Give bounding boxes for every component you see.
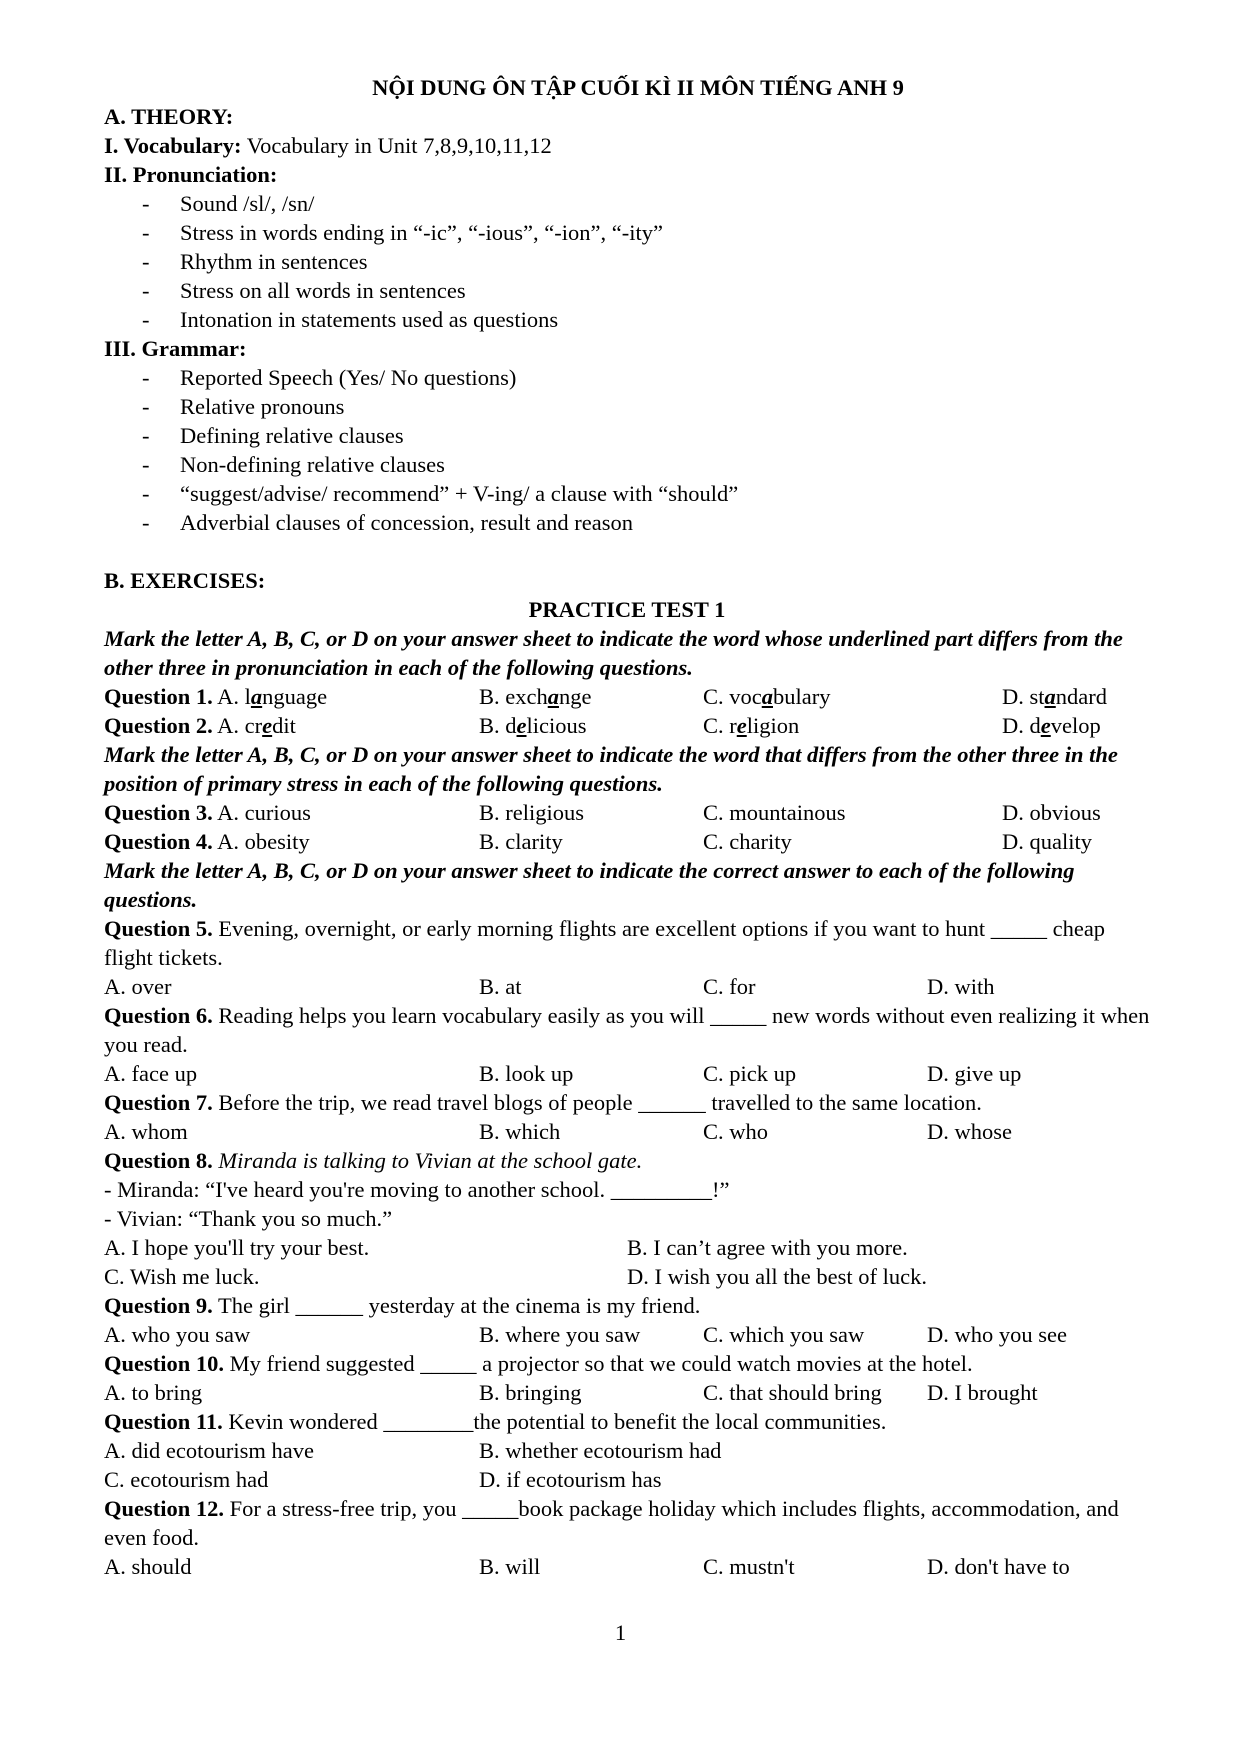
question-8: Question 8. Miranda is talking to Vivian at the school gate. xyxy=(104,1148,643,1173)
list-item: - Defining relative clauses xyxy=(142,423,404,448)
list-item: - Relative pronouns xyxy=(142,394,345,419)
question-8-options: A. I hope you'll try your best. B. I can’t agree with you more. xyxy=(104,1235,908,1260)
document-content xyxy=(104,73,1150,1581)
question-6: Question 6. Reading helps you learn vocabulary easily as you will _____ new words without even realizing it when you read. xyxy=(104,1003,1150,1057)
dialogue-line: - Vivian: “Thank you so much.” xyxy=(104,1206,393,1231)
question-4: Question 4. A. obesity B. clarity C. charity D. quality xyxy=(104,829,1092,854)
instruction-correct-answer: Mark the letter A, B, C, or D on your answer sheet to indicate the correct answer to each of the following questions. xyxy=(104,858,1075,912)
question-5: Question 5. Evening, overnight, or early morning flights are excellent options if you want to hunt _____ cheap flight tickets. xyxy=(104,916,1106,970)
list-item: - “suggest/advise/ recommend” + V-ing/ a clause with “should” xyxy=(142,481,739,506)
list-item: - Adverbial clauses of concession, result and reason xyxy=(142,510,633,535)
question-11: Question 11. Kevin wondered ________the potential to benefit the local communities. xyxy=(104,1409,887,1434)
instruction-pronunciation: Mark the letter A, B, C, or D on your answer sheet to indicate the word whose underlined part differs from the other three in pronunciation in each of the following questions. xyxy=(104,626,1123,680)
question-9-options: A. who you saw B. where you saw C. which you saw D. who you see xyxy=(104,1322,1067,1347)
question-7: Question 7. Before the trip, we read travel blogs of people ______ travelled to the same location. xyxy=(104,1090,982,1115)
question-9: Question 9. The girl ______ yesterday at the cinema is my friend. xyxy=(104,1293,701,1318)
list-item: - Sound /sl/, /sn/ xyxy=(142,191,315,216)
question-7-options: A. whom B. which C. who D. whose xyxy=(104,1119,1012,1144)
question-1: Question 1. A. language B. exchange C. vocabulary D. standard xyxy=(104,684,1107,709)
question-5-options: A. over B. at C. for D. with xyxy=(104,974,995,999)
theory-heading: A. THEORY: xyxy=(104,104,234,129)
question-11-options: A. did ecotourism have B. whether ecotourism had xyxy=(104,1438,722,1463)
list-item: - Intonation in statements used as questions xyxy=(142,307,559,332)
spacer xyxy=(104,537,1150,566)
question-10: Question 10. My friend suggested _____ a projector so that we could watch movies at the hotel. xyxy=(104,1351,973,1376)
list-item: - Reported Speech (Yes/ No questions) xyxy=(142,365,517,390)
practice-test-title: PRACTICE TEST 1 xyxy=(528,597,726,622)
list-item: - Non-defining relative clauses xyxy=(142,452,445,477)
question-3: Question 3. A. curious B. religious C. mountainous D. obvious xyxy=(104,800,1101,825)
instruction-stress: Mark the letter A, B, C, or D on your answer sheet to indicate the word that differs from the other three in the position of primary stress in each of the following questions. xyxy=(104,742,1118,796)
question-12: Question 12. For a stress-free trip, you _____book package holiday which includes flights, accommodation, and even food. xyxy=(104,1496,1119,1550)
question-8-options: C. Wish me luck. D. I wish you all the best of luck. xyxy=(104,1264,927,1289)
question-12-options: A. should B. will C. mustn't D. don't have to xyxy=(104,1554,1070,1579)
exercises-heading: B. EXERCISES: xyxy=(104,568,266,593)
pronunciation-heading: II. Pronunciation: xyxy=(104,162,278,187)
question-11-options: C. ecotourism had D. if ecotourism has xyxy=(104,1467,662,1492)
page-number: 1 xyxy=(614,1620,627,1645)
question-6-options: A. face up B. look up C. pick up D. give up xyxy=(104,1061,1022,1086)
dialogue-line: - Miranda: “I've heard you're moving to another school. _________!” xyxy=(104,1177,730,1202)
question-2: Question 2. A. credit B. delicious C. religion D. develop xyxy=(104,713,1101,738)
question-10-options: A. to bring B. bringing C. that should bring D. I brought xyxy=(104,1380,1038,1405)
page-title: NỘI DUNG ÔN TẬP CUỐI KÌ II MÔN TIẾNG ANH 9 xyxy=(372,75,904,100)
vocabulary-line xyxy=(104,131,1150,160)
vocabulary-text: Vocabulary in Unit 7,8,9,10,11,12 xyxy=(241,133,552,158)
grammar-heading: III. Grammar: xyxy=(104,336,247,361)
list-item: - Rhythm in sentences xyxy=(142,249,368,274)
vocabulary-label: I. Vocabulary: xyxy=(104,133,242,158)
list-item: - Stress on all words in sentences xyxy=(142,278,466,303)
list-item: - Stress in words ending in “-ic”, “-ious”, “-ion”, “-ity” xyxy=(142,220,663,245)
